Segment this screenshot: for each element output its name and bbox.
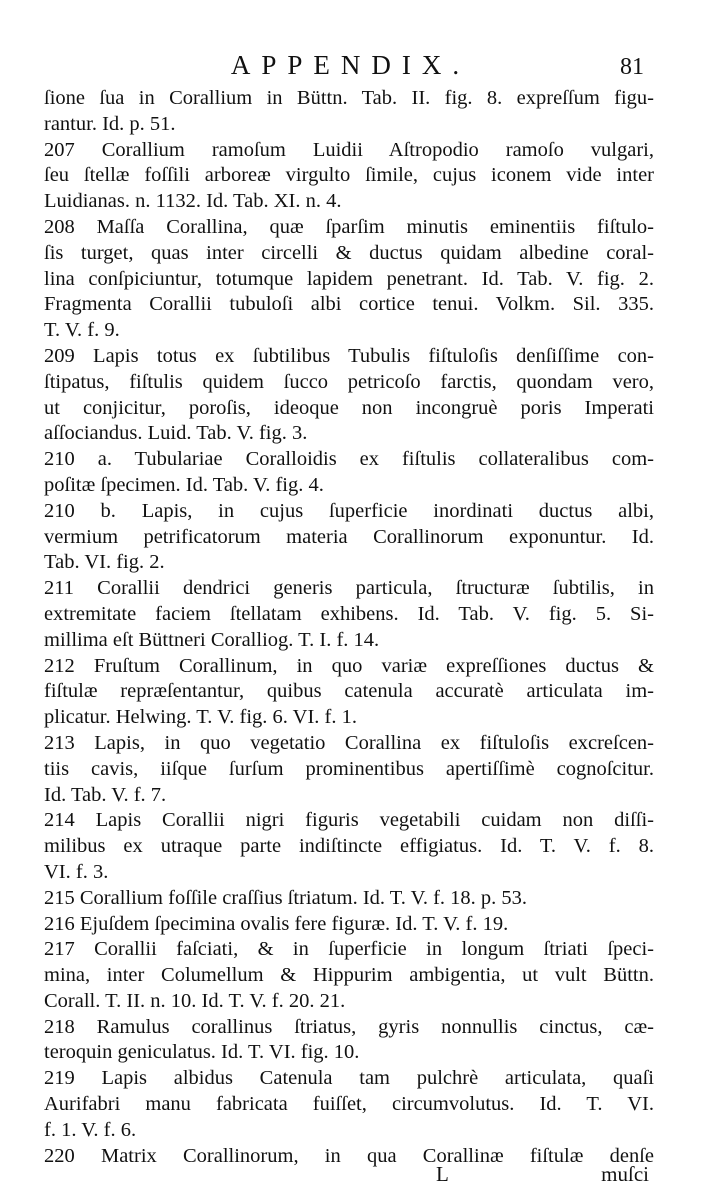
text-line: 207 Corallium ramoſum Luidii Aſtropodio ramoſo vulgari, bbox=[44, 138, 654, 161]
text-line: Id. Tab. V. f. 7. bbox=[44, 783, 167, 806]
text-line: millima eſt Büttneri Coralliog. T. I. f. 14. bbox=[44, 628, 380, 651]
text-line: fiſtulæ repræſentantur, quibus catenula accuratè articulata im- bbox=[44, 680, 654, 703]
text-line: aſſociandus. Luid. Tab. V. fig. 3. bbox=[44, 422, 308, 445]
text-line: ſtipatus, fiſtulis quidem ſucco petricoſo farctis, quondam vero, bbox=[44, 370, 654, 393]
text-line: 214 Lapis Corallii nigri figuris vegetabili cuidam non diſſi- bbox=[44, 809, 654, 832]
text-line: Luidianas. n. 1132. Id. Tab. XI. n. 4. bbox=[44, 190, 342, 213]
text-line: f. 1. V. f. 6. bbox=[44, 1118, 137, 1141]
text-line: teroquin geniculatus. Id. T. VI. fig. 10. bbox=[44, 1041, 360, 1064]
text-line: 220 Matrix Corallinorum, in qua Corallinæ fiſtulæ denſe bbox=[44, 1144, 654, 1167]
text-line: extremitate faciem ſtellatam exhibens. Id. Tab. V. fig. 5. Si- bbox=[44, 602, 654, 625]
catchword: muſci bbox=[601, 1162, 649, 1186]
text-line: 219 Lapis albidus Catenula tam pulchrè articulata, quaſi bbox=[44, 1067, 654, 1090]
text-line: mina, inter Columellum & Hippurim ambigentia, ut vult Büttn. bbox=[44, 964, 654, 987]
text-line: 210 b. Lapis, in cujus ſuperficie inordinati ductus albi, bbox=[44, 499, 654, 522]
text-line: Tab. VI. fig. 2. bbox=[44, 551, 165, 574]
page-number: 81 bbox=[620, 54, 644, 80]
text-line: 210 a. Tubulariae Coralloidis ex fiſtulis collateralibus com- bbox=[44, 448, 654, 471]
text-line: Corall. T. II. n. 10. Id. T. V. f. 20. 21. bbox=[44, 989, 346, 1012]
text-line: ſeu ſtellæ foſſili arboreæ virgulto ſimile, cujus iconem vide inter bbox=[44, 164, 654, 187]
text-line: VI. f. 3. bbox=[44, 860, 109, 883]
page-header bbox=[0, 50, 701, 84]
text-line: 209 Lapis totus ex ſubtilibus Tubulis fiſtuloſis denſiſſime con- bbox=[44, 344, 654, 367]
text-line: T. V. f. 9. bbox=[44, 319, 120, 342]
text-line: vermium petrificatorum materia Corallinorum exponuntur. Id. bbox=[44, 525, 654, 548]
text-line: 212 Fruſtum Corallinum, in quo variæ expreſſiones ductus & bbox=[44, 654, 654, 677]
text-line: 218 Ramulus corallinus ſtriatus, gyris nonnullis cinctus, cæ- bbox=[44, 1015, 654, 1038]
text-line: ut conjicitur, poroſis, ideoque non incongruè poris Imperati bbox=[44, 396, 654, 419]
text-line: rantur. Id. p. 51. bbox=[44, 112, 176, 135]
text-line: 215 Corallium foſſile craſſius ſtriatum. Id. T. V. f. 18. p. 53. bbox=[44, 886, 528, 909]
text-line: tiis cavis, iiſque ſurſum prominentibus apertiſſimè cognoſcitur. bbox=[44, 757, 654, 780]
text-line: milibus ex utraque parte indiſtincte effigiatus. Id. T. V. f. 8. bbox=[44, 835, 654, 858]
text-line: poſitæ ſpecimen. Id. Tab. V. fig. 4. bbox=[44, 473, 324, 496]
text-line: 208 Maſſa Corallina, quæ ſparſim minutis eminentiis fiſtulo- bbox=[44, 215, 654, 238]
text-line: ſis turget, quas inter circelli & ductus quidam albedine coral- bbox=[44, 241, 654, 264]
text-line: 216 Ejuſdem ſpecimina ovalis fere figuræ. Id. T. V. f. 19. bbox=[44, 912, 509, 935]
text-line: Aurifabri manu fabricata fuiſſet, circumvolutus. Id. T. VI. bbox=[44, 1093, 654, 1116]
text-line: lina conſpiciuntur, totumque lapidem penetrant. Id. Tab. V. fig. 2. bbox=[44, 267, 654, 290]
text-line: 213 Lapis, in quo vegetatio Corallina ex fiſtuloſis excreſcen- bbox=[44, 731, 654, 754]
text-line: plicatur. Helwing. T. V. fig. 6. VI. f. 1. bbox=[44, 706, 357, 729]
running-title: APPENDIX. bbox=[230, 50, 471, 80]
text-line: ſione ſua in Corallium in Büttn. Tab. II. fig. 8. expreſſum figu- bbox=[44, 87, 654, 109]
signature-mark: L bbox=[436, 1162, 449, 1186]
text-line: 211 Corallii dendrici generis particula, ſtructuræ ſubtilis, in bbox=[44, 577, 654, 600]
text-line: Fragmenta Corallii tubuloſi albi cortice tenui. Volkm. Sil. 335. bbox=[44, 293, 654, 316]
text-line: 217 Corallii faſciati, & in ſuperficie in longum ſtriati ſpeci- bbox=[44, 938, 654, 961]
body-text bbox=[44, 86, 654, 1169]
page-footer bbox=[0, 1162, 701, 1192]
